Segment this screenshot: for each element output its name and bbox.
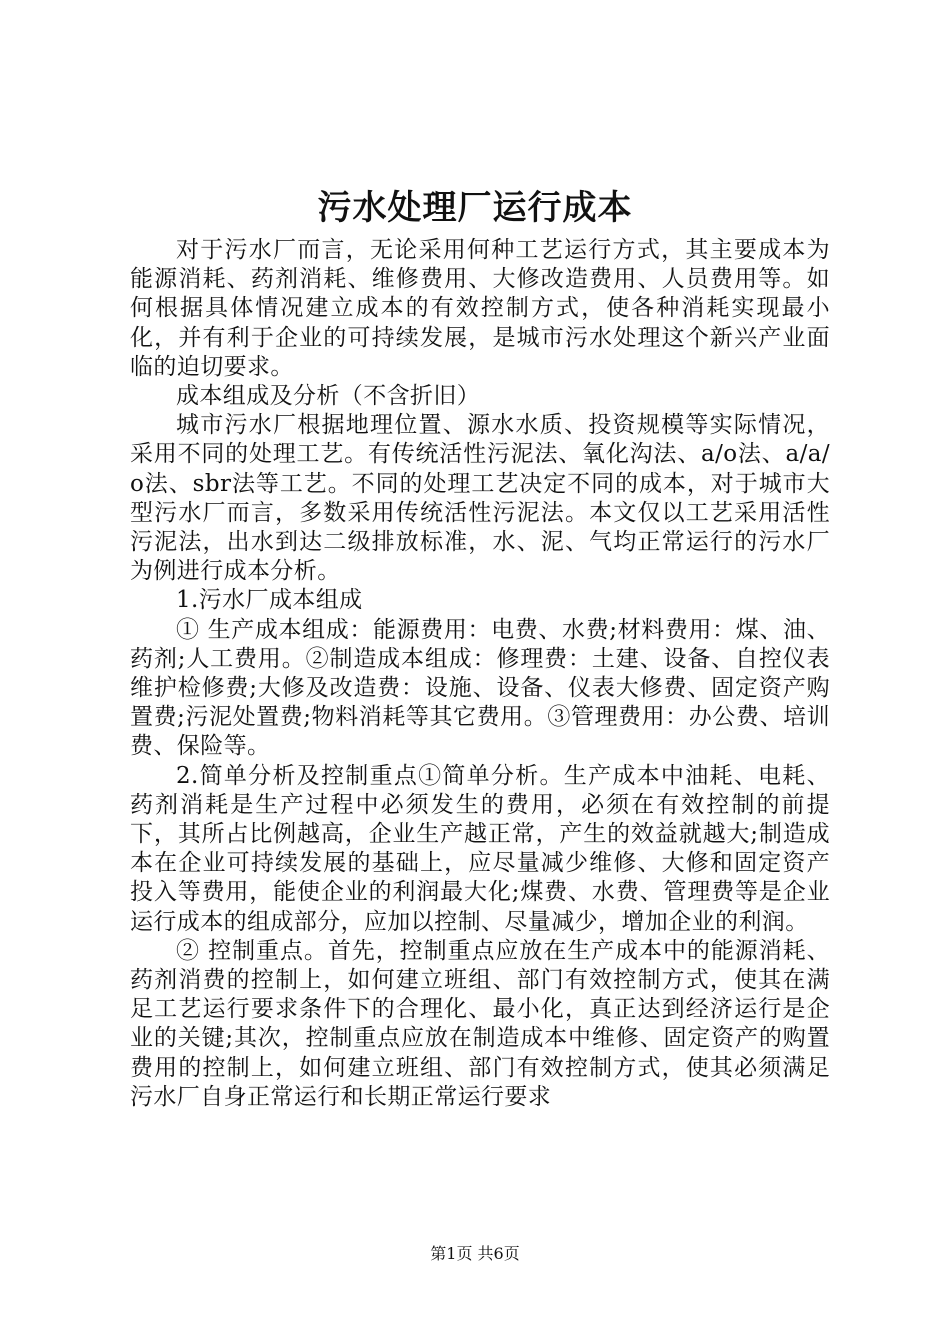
paragraph-section-heading: 成本组成及分析（不含折旧）: [176, 383, 481, 410]
paragraph-control-focus: ② 控制重点。首先，控制重点应放在生产成本中的能源消耗、药剂消费的控制上，如何建立班组、部门有效控制方式，使其在满足工艺运行要求条件下的合理化、最小化，真正达到经济运行是企业的关键;其次，控制重点应放在制造成本中维修、固定资产的购置费用的控制上，如何建立班组、部门有效控制方式，使其必须满足污水厂自身正常运行和长期正常运行要求: [130, 937, 830, 1110]
paragraph-subheading-1: 1.污水厂成本组成: [176, 587, 363, 614]
paragraph-cost-composition: ① 生产成本组成：能源费用：电费、水费;材料费用：煤、油、药剂;人工费用。②制造成本组成：修理费：土建、设备、自控仪表维护检修费;大修及改造费：设施、设备、仪表大修费、固定资产购置费;污泥处置费;物料消耗等其它费用。③管理费用：办公费、培训费、保险等。: [130, 616, 830, 760]
document-body: [130, 236, 830, 1112]
document-title: 污水处理厂运行成本: [317, 188, 633, 228]
paragraph-intro: 对于污水厂而言，无论采用何种工艺运行方式，其主要成本为能源消耗、药剂消耗、维修费用、大修改造费用、人员费用等。如何根据具体情况建立成本的有效控制方式，使各种消耗实现最小化，并有利于企业的可持续发展，是城市污水处理这个新兴产业面临的迫切要求。: [130, 237, 830, 380]
page-number: 第1页 共6页: [430, 1244, 520, 1263]
paragraph-analysis: 2.简单分析及控制重点①简单分析。生产成本中油耗、电耗、药剂消耗是生产过程中必须发生的费用，必须在有效控制的前提下，其所占比例越高，企业生产越正常，产生的效益就越大;制造成本在企业可持续发展的基础上，应尽量减少维修、大修和固定资产投入等费用，能使企业的利润最大化;煤费、水费、管理费等是企业运行成本的组成部分，应加以控制、尽量减少，增加企业的利润。: [130, 762, 830, 935]
paragraph-process: 城市污水厂根据地理位置、源水水质、投资规模等实际情况，采用不同的处理工艺。有传统活性污泥法、氧化沟法、a/o法、a/a/o法、sbr法等工艺。不同的处理工艺决定不同的成本，对于城市大型污水厂而言，多数采用传统活性污泥法。本文仅以工艺采用活性污泥法，出水到达二级排放标准，水、泥、气均正常运行的污水厂为例进行成本分析。: [130, 412, 830, 585]
